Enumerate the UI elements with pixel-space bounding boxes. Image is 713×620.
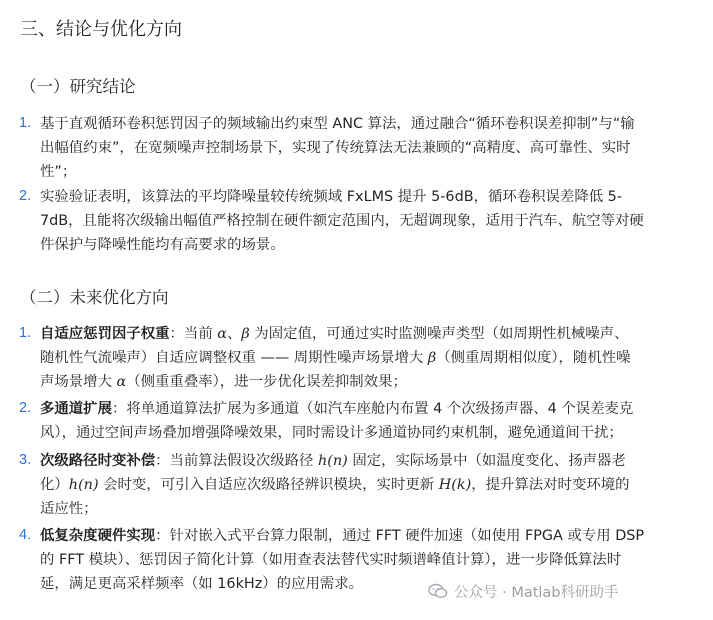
list-number: 1. (19, 325, 32, 341)
math-alpha: α (217, 326, 227, 342)
text-line: 基于直观循环卷积惩罚因子的频域输出约束型 ANC 算法，通过融合“循环卷积误差抑制”与“输 (40, 116, 635, 132)
math-hn: h(n) (318, 453, 348, 469)
text-run: （侧重重叠率），进一步优化误差抑制效果； (126, 374, 407, 390)
text-run: ：将单通道算法扩展为多通道（如汽车座舱内布置 4 个次级扬声器、4 个误差麦克 (111, 401, 634, 417)
text-run: 会时变，可引入自适应次级路径辨识模块，实时更新 (98, 477, 439, 493)
text-run: 、 (227, 326, 242, 342)
text-run: （侧重周期相似度），随机性噪 (436, 350, 631, 366)
watermark (428, 580, 619, 602)
text-line (40, 346, 680, 370)
text-line: 出幅值约束”，在宽频噪声控制场景下，实现了传统算法无法兼顾的“高精度、高可靠性、实时 (40, 140, 631, 156)
item-heading: 多通道扩展 (40, 401, 112, 417)
item-heading: 自适应惩罚因子权重 (40, 326, 170, 342)
wechat-icon (428, 583, 448, 599)
item-heading: 次级路径时变补偿 (40, 453, 156, 469)
text-run: ：当前 (169, 326, 218, 342)
text-run: 声场景增大 (40, 374, 117, 390)
watermark-text: 公众号 · Matlab科研助手 (454, 584, 619, 601)
text-line: 实验验证表明，该算法的平均降噪量较传统频域 FxLMS 提升 5-6dB，循环卷积误差降低 5- (40, 189, 623, 205)
future-text (40, 322, 680, 394)
text-run: 化） (40, 477, 69, 493)
math-beta: β (427, 350, 437, 366)
text-run: ，提升算法对时变环境的 (471, 477, 630, 493)
math-beta: β (241, 326, 250, 342)
math-hn: h(n) (68, 477, 99, 493)
text-run: 随机性气流噪声）自适应调整权重 —— 周期性噪声场景增大 (40, 350, 428, 366)
math-hk: H(k) (438, 477, 472, 493)
text-run: ：当前算法假设次级路径 (155, 453, 319, 469)
text-run: 为固定值，可通过实时监测噪声类型（如周期性机械噪声、 (249, 326, 629, 342)
list-number: 2. (19, 400, 32, 416)
text-line: 的 FFT 模块）、惩罚因子简化计算（如用查表法替代实时频谱峰值计算），进一步降低算法时 (40, 552, 622, 568)
text-line (40, 449, 680, 473)
text-line: 风），通过空间声场叠加增强降噪效果，同时需设计多通道协同约束机制，避免通道间干扰； (40, 425, 623, 441)
text-line: 延，满足更高采样频率（如 16kHz）的应用需求。 (40, 576, 364, 592)
text-line: 性”； (40, 164, 77, 180)
item-heading: 低复杂度硬件实现 (40, 528, 156, 544)
list-number: 3. (19, 452, 32, 468)
text-line (40, 322, 680, 346)
text-run: 固定，实际场景中（如温度变化、扬声器老 (347, 453, 626, 469)
list-number: 2. (19, 188, 32, 204)
list-number: 4. (19, 527, 32, 543)
conclusion-text (40, 112, 680, 184)
text-line (40, 524, 680, 548)
future-text (40, 449, 680, 521)
text-line: 件保护与降噪性能均有高要求的场景。 (40, 237, 285, 253)
text-line (40, 473, 680, 497)
text-line: 适应性； (40, 501, 98, 517)
section-title: 三、结论与优化方向 (20, 19, 182, 40)
conclusion-text (40, 185, 680, 257)
future-text (40, 397, 680, 445)
text-line: 7dB，且能将次级输出幅值严格控制在硬件额定范围内，无超调现象，适用于汽车、航空等对硬 (40, 213, 644, 229)
text-line (40, 370, 680, 394)
text-run: ：针对嵌入式平台算力限制，通过 FFT 硬件加速（如使用 FPGA 或专用 DSP (155, 528, 645, 544)
list-number: 1. (19, 115, 32, 131)
subsection-title-conclusions: （一）研究结论 (20, 77, 136, 96)
math-alpha: α (116, 374, 127, 390)
text-line (40, 397, 680, 421)
subsection-title-future: （二）未来优化方向 (20, 288, 169, 307)
